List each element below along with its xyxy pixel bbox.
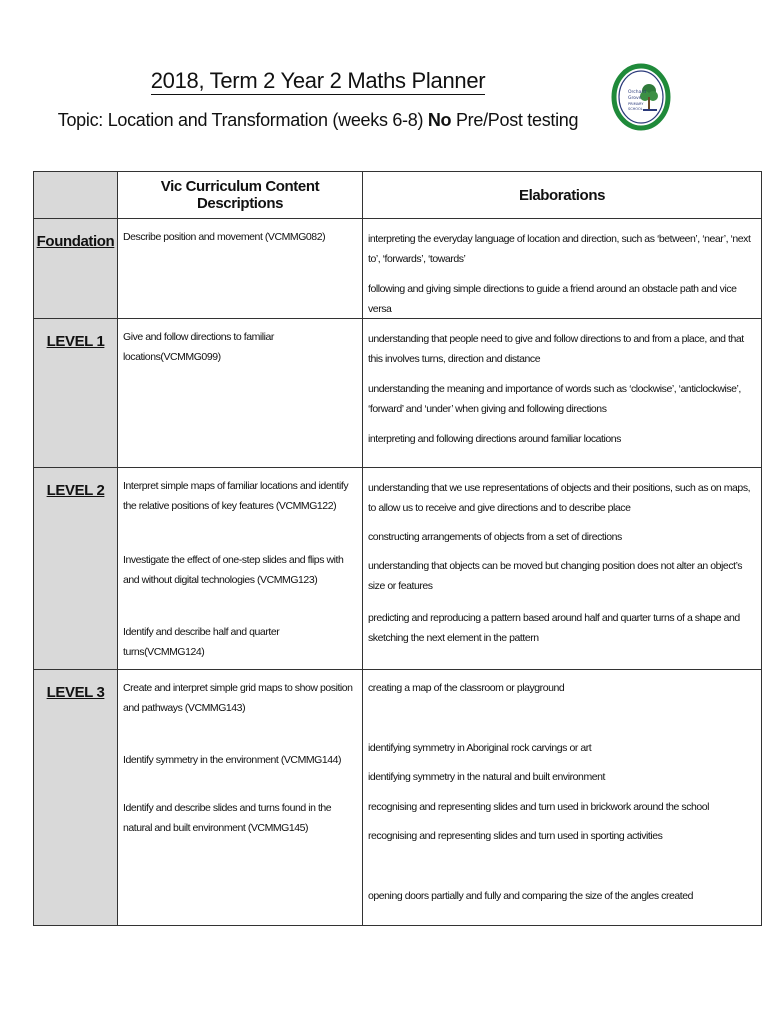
description-text: Identify symmetry in the environment (VCMMG144) <box>123 754 342 766</box>
planner-table <box>33 171 762 926</box>
description-text: Identify and describe slides and turns found in the natural and built environment (VCMMG145) <box>123 802 332 834</box>
elaboration-text: opening doors partially and fully and comparing the size of the angles created <box>368 890 694 902</box>
elaboration-text: recognising and representing slides and turn used in sporting activities <box>368 830 663 842</box>
level-cell <box>34 670 118 926</box>
elaboration-text: predicting and reproducing a pattern based around half and quarter turns of a shape and sketching the next element in the pattern <box>368 612 740 644</box>
logo-line4: SCHOOL <box>628 107 643 111</box>
header-descriptions: Vic Curriculum Content Descriptions <box>118 172 363 219</box>
elaborations-cell <box>363 670 762 926</box>
level-cell <box>34 468 118 670</box>
page-title <box>0 68 636 94</box>
level-cell <box>34 219 118 319</box>
school-logo-tree-icon <box>611 63 671 131</box>
elaboration-text: creating a map of the classroom or playground <box>368 682 565 694</box>
description-text: Identify and describe half and quarter turns(VCMMG124) <box>123 626 280 658</box>
level-label: LEVEL 2 <box>46 482 105 499</box>
elaboration-text: understanding that we use representations of objects and their positions, such as on maps, to allow us to receive and give directions and to describe place <box>368 482 751 514</box>
subtitle-suffix: Pre/Post testing <box>451 110 579 130</box>
description-text: Describe position and movement (VCMMG082) <box>123 231 326 243</box>
header-elaborations: Elaborations <box>363 172 762 219</box>
descriptions-cell <box>118 219 363 319</box>
logo-line1: Orchard <box>628 90 647 95</box>
table-row <box>34 670 762 926</box>
elaboration-text: constructing arrangements of objects from a set of directions <box>368 531 622 543</box>
description-text: Create and interpret simple grid maps to show position and pathways (VCMMG143) <box>123 682 353 714</box>
elaborations-cell <box>363 219 762 319</box>
elaboration-text: interpreting the everyday language of location and direction, such as ‘between’, ‘near’, ‘next to’, ‘forwards’, ‘towards’ <box>368 233 751 265</box>
elaboration-text: understanding the meaning and importance of words such as ‘clockwise’, ‘anticlockwise’, ‘forward’ and ‘under’ when giving and following directions <box>368 383 741 415</box>
elaboration-text: recognising and representing slides and turn used in brickwork around the school <box>368 801 710 813</box>
page-title-text: 2018, Term 2 Year 2 Maths Planner <box>150 68 486 93</box>
level-cell <box>34 319 118 468</box>
header-level-cell <box>34 172 118 219</box>
logo-line2: Grove <box>628 96 642 101</box>
descriptions-cell <box>118 670 363 926</box>
elaboration-text: identifying symmetry in Aboriginal rock carvings or art <box>368 742 592 754</box>
level-label: LEVEL 1 <box>46 333 105 350</box>
description-text: Give and follow directions to familiar locations(VCMMG099) <box>123 331 274 363</box>
subtitle-prefix: Topic: Location and Transformation (weeks 6-8) <box>57 110 428 130</box>
elaboration-text: interpreting and following directions around familiar locations <box>368 433 621 445</box>
elaborations-cell <box>363 468 762 670</box>
descriptions-cell <box>118 319 363 468</box>
logo-line3: PRIMARY <box>628 102 644 106</box>
subtitle-bold: No <box>427 110 452 130</box>
level-label: LEVEL 3 <box>46 684 105 701</box>
elaboration-text: understanding that people need to give and follow directions to and from a place, and that this involves turns, direction and distance <box>368 333 744 365</box>
page-subtitle <box>0 110 636 131</box>
description-text: Investigate the effect of one-step slides and flips with and without digital technologies (VCMMG123) <box>123 554 344 586</box>
table-header-row <box>34 172 762 219</box>
elaboration-text: understanding that objects can be moved but changing position does not alter an object’s size or features <box>368 560 743 592</box>
level-label: Foundation <box>36 233 115 250</box>
elaboration-text: following and giving simple directions to guide a friend around an obstacle path and vice versa <box>368 283 737 315</box>
table-row <box>34 219 762 319</box>
table-row <box>34 468 762 670</box>
elaborations-cell <box>363 319 762 468</box>
table-row <box>34 319 762 468</box>
description-text: Interpret simple maps of familiar locations and identify the relative positions of key features (VCMMG122) <box>123 480 349 512</box>
descriptions-cell <box>118 468 363 670</box>
elaboration-text: identifying symmetry in the natural and built environment <box>368 771 605 783</box>
